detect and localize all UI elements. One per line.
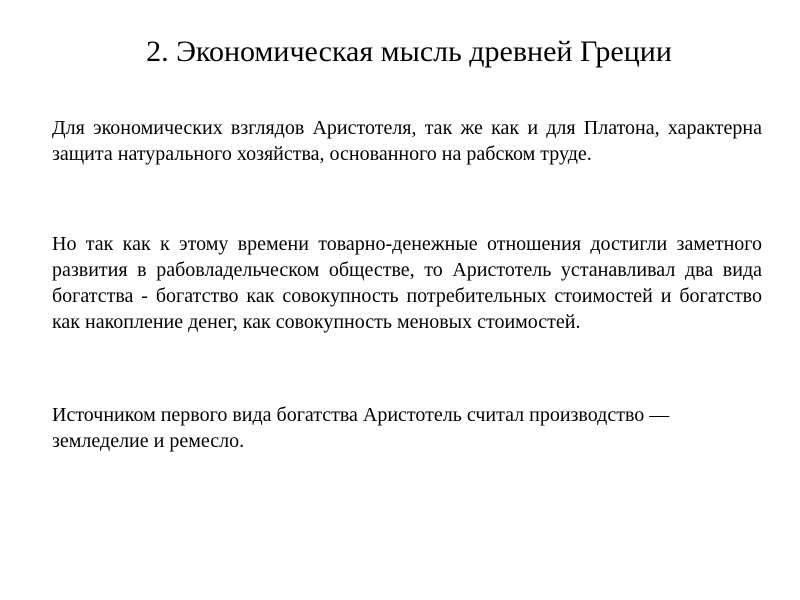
paragraph-aristotle-natural-economy: Для экономических взглядов Аристотеля, так же как и для Платона, характерна защита натурального хозяйства, основанного на рабском труде.	[52, 117, 762, 165]
slide-title: 2. Экономическая мысль древней Греции	[146, 35, 672, 68]
paragraph-two-kinds-of-wealth: Но так как к этому времени товарно-денежные отношения достигли заметного развития в рабовладельческом обществе, то Аристотель устанавливал два вида богатства - богатство как совокупность потребительных стоимостей и богатство как накопление денег, как совокупность меновых стоимостей.	[52, 233, 762, 333]
paragraph-source-of-wealth	[52, 402, 752, 454]
paragraph-source-of-wealth-text: Источником первого вида богатства Аристотель считал производство — земледелие и ремесло.	[52, 404, 670, 452]
